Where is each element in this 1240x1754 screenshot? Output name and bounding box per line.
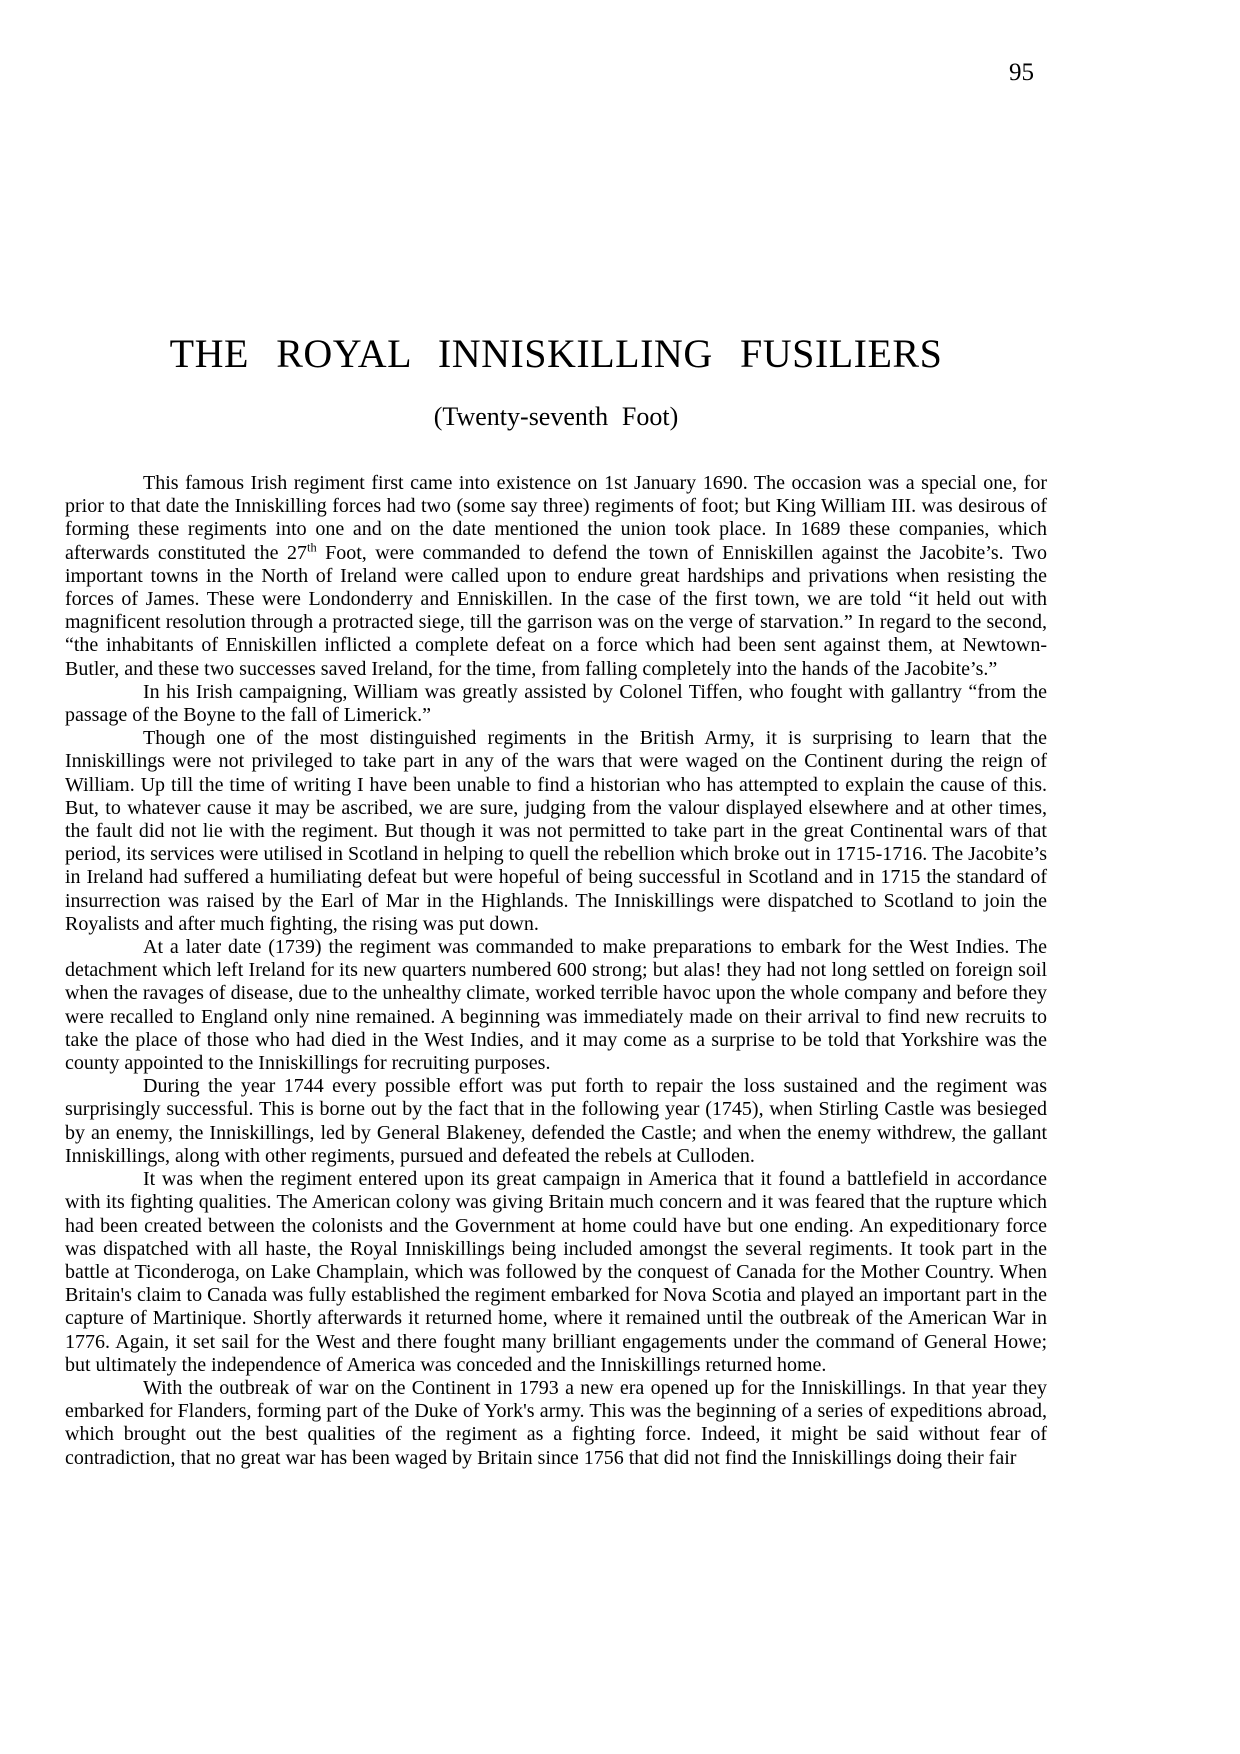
paragraph: It was when the regiment entered upon its great campaign in America that it found a battlefield in accordance with its fighting qualities. The American colony was giving Britain much concern and it was feared that the rupture which had been created between the colonists and the Government at home could have but one ending. An expeditionary force was dispatched with all haste, the Royal Inniskillings being included amongst the several regiments. It took part in the battle at Ticonderoga, on Lake Champlain, which was followed by the conquest of Canada for the Mother Country. When Britain's claim to Canada was fully established the regiment embarked for Nova Scotia and played an important part in the capture of Martinique. Shortly afterwards it returned home, where it remained until the outbreak of the American War in 1776. Again, it set sail for the West and there fought many brilliant engagements under the command of General Howe; but ultimately the independence of America was conceded and the Inniskillings returned home. (65, 1168, 1047, 1376)
page-number: 95 (1009, 59, 1034, 86)
body-text (65, 472, 1047, 1470)
paragraph: During the year 1744 every possible effort was put forth to repair the loss sustained and the regiment was surprisingly successful. This is borne out by the fact that in the following year (1745), when Stirling Castle was besieged by an enemy, the Inniskillings, led by General Blakeney, defended the Castle; and when the enemy withdrew, the gallant Inniskillings, along with other regiments, pursued and defeated the rebels at Culloden. (65, 1075, 1047, 1167)
paragraph: With the outbreak of war on the Continent in 1793 a new era opened up for the Inniskillings. In that year they embarked for Flanders, forming part of the Duke of York's army. This was the beginning of a series of expeditions abroad, which brought out the best qualities of the regiment as a fighting force. Indeed, it might be said without fear of contradiction, that no great war has been waged by Britain since 1756 that did not find the Inniskillings doing their fair (65, 1376, 1047, 1469)
page-subtitle: (Twenty-seventh Foot) (433, 402, 679, 431)
page-title: THE ROYAL INNISKILLING FUSILIERS (169, 331, 943, 376)
paragraph: Though one of the most distinguished regiments in the British Army, it is surprising to learn that the Inniskillings were not privileged to take part in any of the wars that were waged on the Continent during the reign of William. Up till the time of writing I have been unable to find a historian who has attempted to explain the cause of this. But, to whatever cause it may be ascribed, we are sure, judging from the valour displayed elsewhere and at other times, the fault did not lie with the regiment. But though it was not permitted to take part in the great Continental wars of that period, its services were utilised in Scotland in helping to quell the rebellion which broke out in 1715-1716. The Jacobite’s in Ireland had suffered a humiliating defeat but were hopeful of being successful in Scotland and in 1715 the standard of insurrection was raised by the Earl of Mar in the Highlands. The Inniskillings were dispatched to Scotland to join the Royalists and after much fighting, the rising was put down. (65, 727, 1047, 935)
paragraph: In his Irish campaigning, William was greatly assisted by Colonel Tiffen, who fought with gallantry “from the passage of the Boyne to the fall of Limerick.” (65, 680, 1047, 727)
ordinal-suffix: th (307, 539, 317, 554)
paragraph: This famous Irish regiment first came into existence on 1st January 1690. The occasion was a special one, for prior to that date the Inniskilling forces had two (some say three) regiments of foot; but King William III. was desirous of forming these regiments into one and on the date mentioned the union took place. In 1689 these companies, which afterwards constituted the 27th Foot, were commanded to defend the town of Enniskillen against the Jacobite’s. Two important towns in the North of Ireland were called upon to endure great hardships and privations when resisting the forces of James. These were Londonderry and Enniskillen. In the case of the first town, we are told “it held out with magnificent resolution through a protracted siege, till the garrison was on the verge of starvation.” In regard to the second, “the inhabitants of Enniskillen inflicted a complete defeat on a force which had been sent against them, at Newtown-Butler, and these two successes saved Ireland, for the time, from falling completely into the hands of the Jacobite’s.” (65, 472, 1047, 680)
paragraph: At a later date (1739) the regiment was commanded to make preparations to embark for the West Indies. The detachment which left Ireland for its new quarters numbered 600 strong; but alas! they had not long settled on foreign soil when the ravages of disease, due to the unhealthy climate, worked terrible havoc upon the whole company and before they were recalled to England only nine remained. A beginning was immediately made on their arrival to find new recruits to take the place of those who had died in the West Indies, and it may come as a surprise to be told that Yorkshire was the county appointed to the Inniskillings for recruiting purposes. (65, 936, 1047, 1075)
